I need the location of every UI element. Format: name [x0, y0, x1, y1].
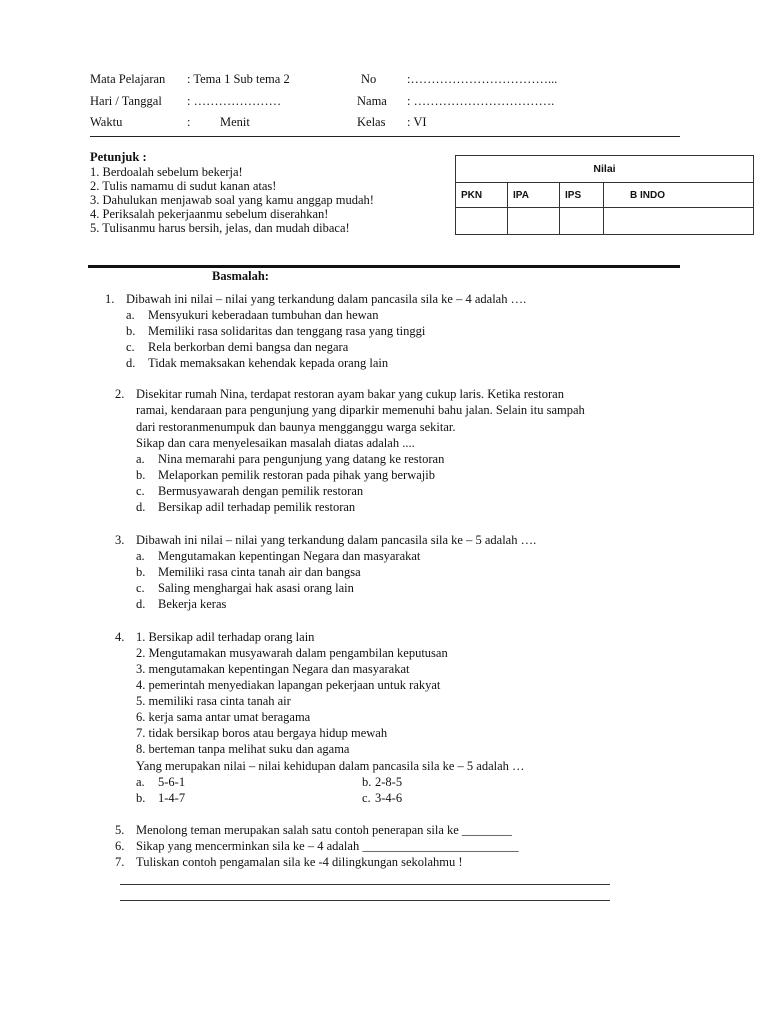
- statement: 2. Mengutamakan musyawarah dalam pengambilan keputusan: [136, 646, 448, 660]
- no-label: No: [361, 72, 377, 86]
- option-text: Rela berkorban demi bangsa dan negara: [148, 340, 349, 354]
- option-text: Tidak memaksakan kehendak kepada orang lain: [148, 356, 389, 370]
- statement: 8. berteman tanpa melihat suku dan agama: [136, 742, 350, 756]
- option-text: 2-8-5: [375, 775, 403, 789]
- question-text: Dibawah ini nilai – nilai yang terkandung dalam pancasila sila ke – 4 adalah ….: [126, 292, 527, 306]
- option-letter: c.: [126, 340, 135, 354]
- nilai-cell-ips[interactable]: [560, 208, 604, 235]
- question-text: ramai, kendaraan para pengunjung yang diparkir memenuhi bahu jalan. Selain itu sampah: [136, 403, 585, 417]
- question-text: Disekitar rumah Nina, terdapat restoran ayam bakar yang cukup laris. Ketika restoran: [136, 387, 564, 401]
- option-letter: a.: [136, 775, 145, 789]
- nilai-table: [455, 155, 754, 235]
- question-text: dari restoranmenumpuk dan baunya mengganggu warga sekitar.: [136, 420, 456, 434]
- instruction-item: 2. Tulis namamu di sudut kanan atas!: [90, 179, 277, 193]
- statement: 6. kerja sama antar umat beragama: [136, 710, 311, 724]
- statement: 7. tidak bersikap boros atau bergaya hidup mewah: [136, 726, 388, 740]
- waktu-colon: :: [187, 115, 191, 129]
- question-text: Tuliskan contoh pengamalan sila ke -4 dilingkungan sekolahmu !: [136, 855, 463, 869]
- nilai-cell-bindo[interactable]: [604, 208, 754, 235]
- option-text: 1-4-7: [158, 791, 186, 805]
- question-number: 2.: [115, 387, 125, 401]
- mata-pelajaran-label: Mata Pelajaran: [90, 72, 166, 86]
- nilai-cell-pkn[interactable]: [456, 208, 508, 235]
- option-letter: b.: [136, 468, 146, 482]
- option-letter: a.: [136, 549, 145, 563]
- instruction-item: 3. Dahulukan menjawab soal yang kamu anggap mudah!: [90, 193, 374, 207]
- option-letter: d.: [136, 500, 146, 514]
- question-number: 4.: [115, 630, 125, 644]
- option-letter: a.: [136, 452, 145, 466]
- option-letter: d.: [126, 356, 136, 370]
- option-letter: b.: [136, 791, 146, 805]
- option-text: Mensyukuri keberadaan tumbuhan dan hewan: [148, 308, 379, 322]
- option-text: Memiliki rasa solidaritas dan tenggang rasa yang tinggi: [148, 324, 426, 338]
- instruction-item: 1. Berdoalah sebelum bekerja!: [90, 165, 243, 179]
- instructions-title: Petunjuk :: [90, 150, 147, 164]
- option-text: Bermusyawarah dengan pemilik restoran: [158, 484, 364, 498]
- option-text: Nina memarahi para pengunjung yang datang ke restoran: [158, 452, 445, 466]
- option-text: 5-6-1: [158, 775, 186, 789]
- instruction-item: 4. Periksalah pekerjaanmu sebelum diserahkan!: [90, 207, 329, 221]
- answer-line[interactable]: [120, 900, 610, 901]
- answer-line[interactable]: [120, 884, 610, 885]
- question-text: Menolong teman merupakan salah satu contoh penerapan sila ke ________: [136, 823, 512, 837]
- option-letter: b.: [136, 565, 146, 579]
- nilai-col-ipa: IPA: [508, 183, 560, 208]
- statement: 3. mengutamakan kepentingan Negara dan masyarakat: [136, 662, 410, 676]
- question-text: Sikap dan cara menyelesaikan masalah diatas adalah ....: [136, 436, 415, 450]
- kelas-label: Kelas: [357, 115, 386, 129]
- option-letter: b.: [362, 775, 372, 789]
- option-text: Melaporkan pemilik restoran pada pihak yang berwajib: [158, 468, 435, 482]
- option-text: Mengutamakan kepentingan Negara dan masyarakat: [158, 549, 421, 563]
- question-text: Sikap yang mencerminkan sila ke – 4 adalah _________________________: [136, 839, 519, 853]
- nilai-title: Nilai: [456, 156, 754, 183]
- header-divider: [90, 136, 680, 137]
- option-letter: c.: [136, 581, 145, 595]
- instruction-item: 5. Tulisanmu harus bersih, jelas, dan mudah dibaca!: [90, 221, 350, 235]
- hari-tanggal-value: : …………………: [187, 94, 282, 108]
- question-number: 6.: [115, 839, 125, 853]
- option-text: 3-4-6: [375, 791, 403, 805]
- waktu-label: Waktu: [90, 115, 123, 129]
- nama-label: Nama: [357, 94, 387, 108]
- nilai-col-ips: IPS: [560, 183, 604, 208]
- option-letter: c.: [362, 791, 371, 805]
- statement: 4. pemerintah menyediakan lapangan pekerjaan untuk rakyat: [136, 678, 441, 692]
- no-value: :……………………………...: [407, 72, 558, 86]
- option-text: Bekerja keras: [158, 597, 227, 611]
- mata-pelajaran-value: : Tema 1 Sub tema 2: [187, 72, 290, 86]
- option-letter: d.: [136, 597, 146, 611]
- kelas-value: : VI: [407, 115, 427, 129]
- option-text: Saling menghargai hak asasi orang lain: [158, 581, 354, 595]
- question-text: Dibawah ini nilai – nilai yang terkandung dalam pancasila sila ke – 5 adalah ….: [136, 533, 537, 547]
- nilai-col-pkn: PKN: [456, 183, 508, 208]
- waktu-value: Menit: [220, 115, 250, 129]
- nilai-col-bindo: B INDO: [604, 183, 754, 208]
- option-text: Memiliki rasa cinta tanah air dan bangsa: [158, 565, 361, 579]
- nama-value: : …………………………….: [407, 94, 555, 108]
- option-letter: a.: [126, 308, 135, 322]
- option-text: Bersikap adil terhadap pemilik restoran: [158, 500, 356, 514]
- question-number: 5.: [115, 823, 125, 837]
- option-letter: b.: [126, 324, 136, 338]
- question-number: 3.: [115, 533, 125, 547]
- section-divider: [88, 265, 680, 268]
- question-number: 7.: [115, 855, 125, 869]
- question-text: Yang merupakan nilai – nilai kehidupan dalam pancasila sila ke – 5 adalah …: [136, 759, 525, 773]
- section-title: Basmalah:: [212, 269, 269, 283]
- statement: 1. Bersikap adil terhadap orang lain: [136, 630, 315, 644]
- question-number: 1.: [105, 292, 115, 306]
- statement: 5. memiliki rasa cinta tanah air: [136, 694, 291, 708]
- option-letter: c.: [136, 484, 145, 498]
- nilai-cell-ipa[interactable]: [508, 208, 560, 235]
- hari-tanggal-label: Hari / Tanggal: [90, 94, 162, 108]
